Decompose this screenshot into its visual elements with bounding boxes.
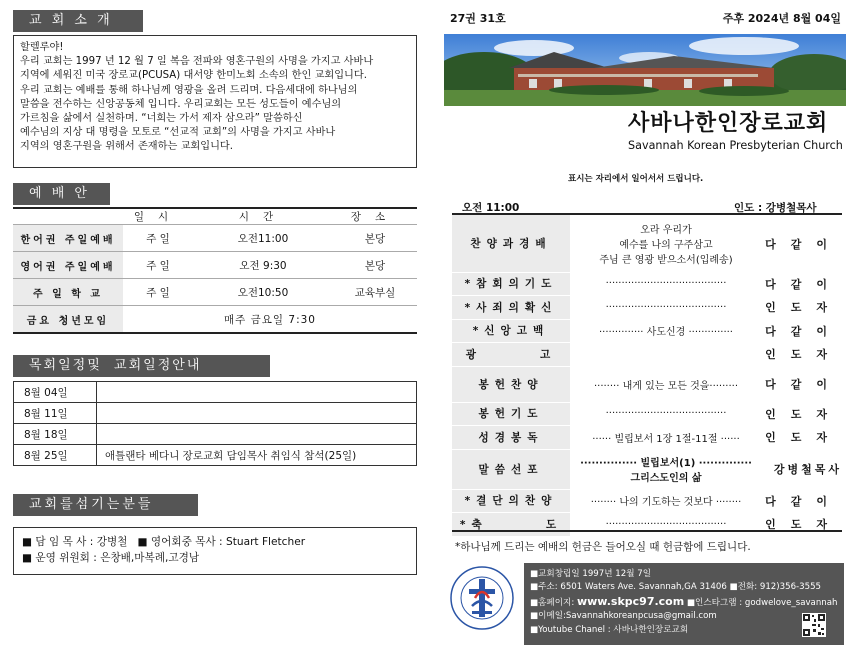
order-item-name: 성경봉독 <box>452 426 570 450</box>
order-item-leader: 다같이 <box>765 277 842 291</box>
standing-note: 표시는 자리에서 일어서서 드립니다. <box>568 174 704 184</box>
order-item-detail <box>570 449 762 489</box>
pcusa-seal-icon <box>450 566 514 630</box>
order-item-leader: 다같이 <box>765 237 842 251</box>
intro-line: 할렐루야! <box>20 42 64 53</box>
service-place: 본당 <box>333 225 417 252</box>
order-detail-line: 그리스도인의 삶 <box>630 473 702 484</box>
services-col-place: 장소 <box>333 208 417 225</box>
schedule-event: 애틀랜타 베다니 장로교회 담임목사 취임식 참석(25일) <box>97 445 417 466</box>
order-detail-line: ········ 나의 기도하는 것보다 ········ <box>590 497 742 509</box>
order-item-leader: 다같이 <box>765 494 842 508</box>
intro-line: 우리 교회는 1997 년 12 월 7 일 복음 전파와 영혼구원의 사명을 가지고 사바나 <box>20 56 374 68</box>
schedule-table <box>13 381 417 466</box>
senior-pastor: ■ 담 임 목 사 : 강병철 <box>22 536 128 548</box>
order-item-detail <box>570 215 762 272</box>
order-item-name: *결단의찬양 <box>452 489 570 513</box>
order-item-leader: 인도자 <box>765 518 842 532</box>
order-item-detail <box>570 343 762 367</box>
service-place: 교육부실 <box>333 279 417 306</box>
instagram: ■인스타그램 : godwelove_savannah <box>684 597 838 608</box>
order-row <box>452 343 842 367</box>
service-time: 오전10:50 <box>193 279 333 306</box>
qr-code-icon <box>802 613 826 637</box>
schedule-event <box>97 403 417 424</box>
order-item-detail <box>570 296 762 320</box>
intro-line: 말씀을 전수하는 신앙공동체 입니다. 우리교회는 모든 성도들이 예수님의 <box>20 98 342 110</box>
intro-line: 지역에 세워진 미국 장로교(PCUSA) 대서양 한미노회 소속의 한인 교회입니다. <box>20 70 367 82</box>
schedule-date: 8월 18일 <box>14 424 97 445</box>
worship-leader: 인도 : 강병철목사 <box>734 202 817 214</box>
order-detail-line: 예수를 나의 구주삼고 <box>619 240 713 251</box>
service-day: 주 일 <box>123 252 193 279</box>
schedule-date: 8월 25일 <box>14 445 97 466</box>
services-row <box>13 225 417 252</box>
order-row <box>452 215 842 272</box>
homepage-link[interactable]: www.skpc97.com <box>576 594 685 608</box>
service-merged: 매주 금요일 7:30 <box>123 306 417 334</box>
order-row <box>452 489 842 513</box>
church-info <box>524 563 844 645</box>
order-item-name: 봉헌기도 <box>452 402 570 426</box>
servants-header: 교회를섬기는분들 <box>13 494 198 516</box>
services-row <box>13 306 417 334</box>
order-bottom-rule <box>452 530 842 532</box>
service-day: 주 일 <box>123 225 193 252</box>
service-name: 주 일 학 교 <box>13 279 123 306</box>
intro-line: 예수님의 지상 대 명령을 모토로 “선교적 교회”의 사명을 가지고 사바나 <box>20 127 336 139</box>
order-item-leader: 강병철목사 <box>773 463 842 476</box>
order-item-leader: 인도자 <box>765 431 842 445</box>
schedule-row <box>14 424 417 445</box>
order-detail-line: ·············· 사도신경 ·············· <box>598 327 733 339</box>
order-item-detail <box>570 513 762 537</box>
order-item-detail <box>570 319 762 343</box>
servants-box <box>13 527 417 575</box>
services-col-day: 일시 <box>123 208 193 225</box>
order-item-name: *축 도 <box>452 513 570 537</box>
church-photo <box>444 34 846 106</box>
services-row <box>13 252 417 279</box>
order-row <box>452 449 842 489</box>
services-col-time: 시간 <box>193 208 333 225</box>
order-item-name: *사죄의확신 <box>452 296 570 320</box>
order-detail-line: ······································ <box>605 518 727 530</box>
order-item-detail <box>570 366 762 402</box>
order-detail-line: ······································ <box>605 408 727 420</box>
service-name: 영어권 주일예배 <box>13 252 123 279</box>
order-detail-line: ······ 빌립보서 1장 1절-11절 ······ <box>592 433 740 445</box>
order-item-detail <box>570 426 762 450</box>
order-item-name: 말씀선포 <box>452 449 570 489</box>
church-name-english: Savannah Korean Presbyterian Church <box>628 139 843 152</box>
service-place: 본당 <box>333 252 417 279</box>
schedule-date: 8월 11일 <box>14 403 97 424</box>
schedule-row <box>14 403 417 424</box>
order-item-name: *참회의기도 <box>452 272 570 296</box>
order-row <box>452 296 842 320</box>
order-detail-line: ··············· 빌립보서(1) ·············· <box>580 458 752 469</box>
order-item-detail <box>570 272 762 296</box>
intro-header: 교 회 소 개 <box>13 10 143 32</box>
youtube: ■Youtube Chanel : 사바나한인장로교회 <box>530 624 689 635</box>
order-item-leader: 다같이 <box>765 378 842 391</box>
service-time: 오전 9:30 <box>193 252 333 279</box>
intro-box <box>13 35 417 168</box>
order-item-detail <box>570 402 762 426</box>
order-item-name: 찬양과경배 <box>452 215 570 272</box>
intro-line: 우리 교회는 예배를 통해 하나님께 영광을 올려 드리며. 다음세대에 하나님의 <box>20 84 358 96</box>
order-item-detail <box>570 489 762 513</box>
services-table <box>13 207 417 334</box>
services-col-name <box>13 208 123 225</box>
order-row <box>452 402 842 426</box>
order-of-worship <box>452 215 842 537</box>
order-detail-line: ······································ <box>605 278 727 290</box>
service-name: 한어권 주일예배 <box>13 225 123 252</box>
order-detail-line: 주님 큰 영광 받으소서(입례송) <box>599 255 733 266</box>
service-time: 오전11:00 <box>193 225 333 252</box>
schedule-row <box>14 382 417 403</box>
service-day: 주 일 <box>123 279 193 306</box>
order-item-leader: 다같이 <box>765 324 842 338</box>
intro-line: 지역의 영혼구원을 위해서 존재하는 교회입니다. <box>20 141 234 153</box>
offering-note: *하나님께 드리는 예배의 헌금은 들어오실 때 헌금함에 드립니다. <box>455 541 751 553</box>
committee: ■ 운영 위원회 : 은창배,마복례,고경남 <box>22 552 200 564</box>
order-detail-line: ········ 내게 있는 모든 것을········· <box>593 380 739 392</box>
services-header: 예 배 안 내 <box>13 183 110 205</box>
service-name: 금요 청년모임 <box>13 306 123 334</box>
order-item-name: 봉헌찬양 <box>452 366 570 402</box>
order-row <box>452 366 842 402</box>
order-detail-line: ······································ <box>605 301 727 313</box>
order-row <box>452 426 842 450</box>
worship-time: 오전 11:00 <box>462 202 520 214</box>
order-item-leader: 인도자 <box>765 407 842 421</box>
founded-date: ■교회창립일 1997년 12월 7일 <box>530 569 652 579</box>
order-row <box>452 272 842 296</box>
services-row <box>13 279 417 306</box>
order-row <box>452 319 842 343</box>
order-item-leader: 인도자 <box>765 301 842 315</box>
schedule-date: 8월 04일 <box>14 382 97 403</box>
homepage-label: ■홈페이지: <box>530 597 577 608</box>
volume-number: 27권 31호 <box>450 12 506 25</box>
order-row <box>452 513 842 537</box>
schedule-header: 목회일정및 교회일정안내 <box>13 355 270 377</box>
intro-line: 가르침을 삶에서 실천하며. “너희는 가서 제자 삼으라” 말씀하신 <box>20 113 303 125</box>
order-detail-line: 오라 우리가 <box>640 225 692 236</box>
english-pastor: ■ 영어회중 목사 : Stuart Fletcher <box>137 536 306 548</box>
bulletin-date: 주후 2024년 8월 04일 <box>722 12 841 25</box>
order-item-name: *신앙고백 <box>452 319 570 343</box>
address: ■주소: 6501 Waters Ave. Savannah,GA 31406 ■전화: 912)356-3555 <box>530 582 822 593</box>
order-item-leader: 인도자 <box>765 348 842 362</box>
email: ■이메일:Savannahkoreanpcusa@gmail.com <box>530 611 717 622</box>
schedule-row <box>14 445 417 466</box>
schedule-event <box>97 382 417 403</box>
order-item-name: 광 고 <box>452 343 570 367</box>
church-name-korean: 사바나한인장로교회 <box>628 111 829 136</box>
schedule-event <box>97 424 417 445</box>
